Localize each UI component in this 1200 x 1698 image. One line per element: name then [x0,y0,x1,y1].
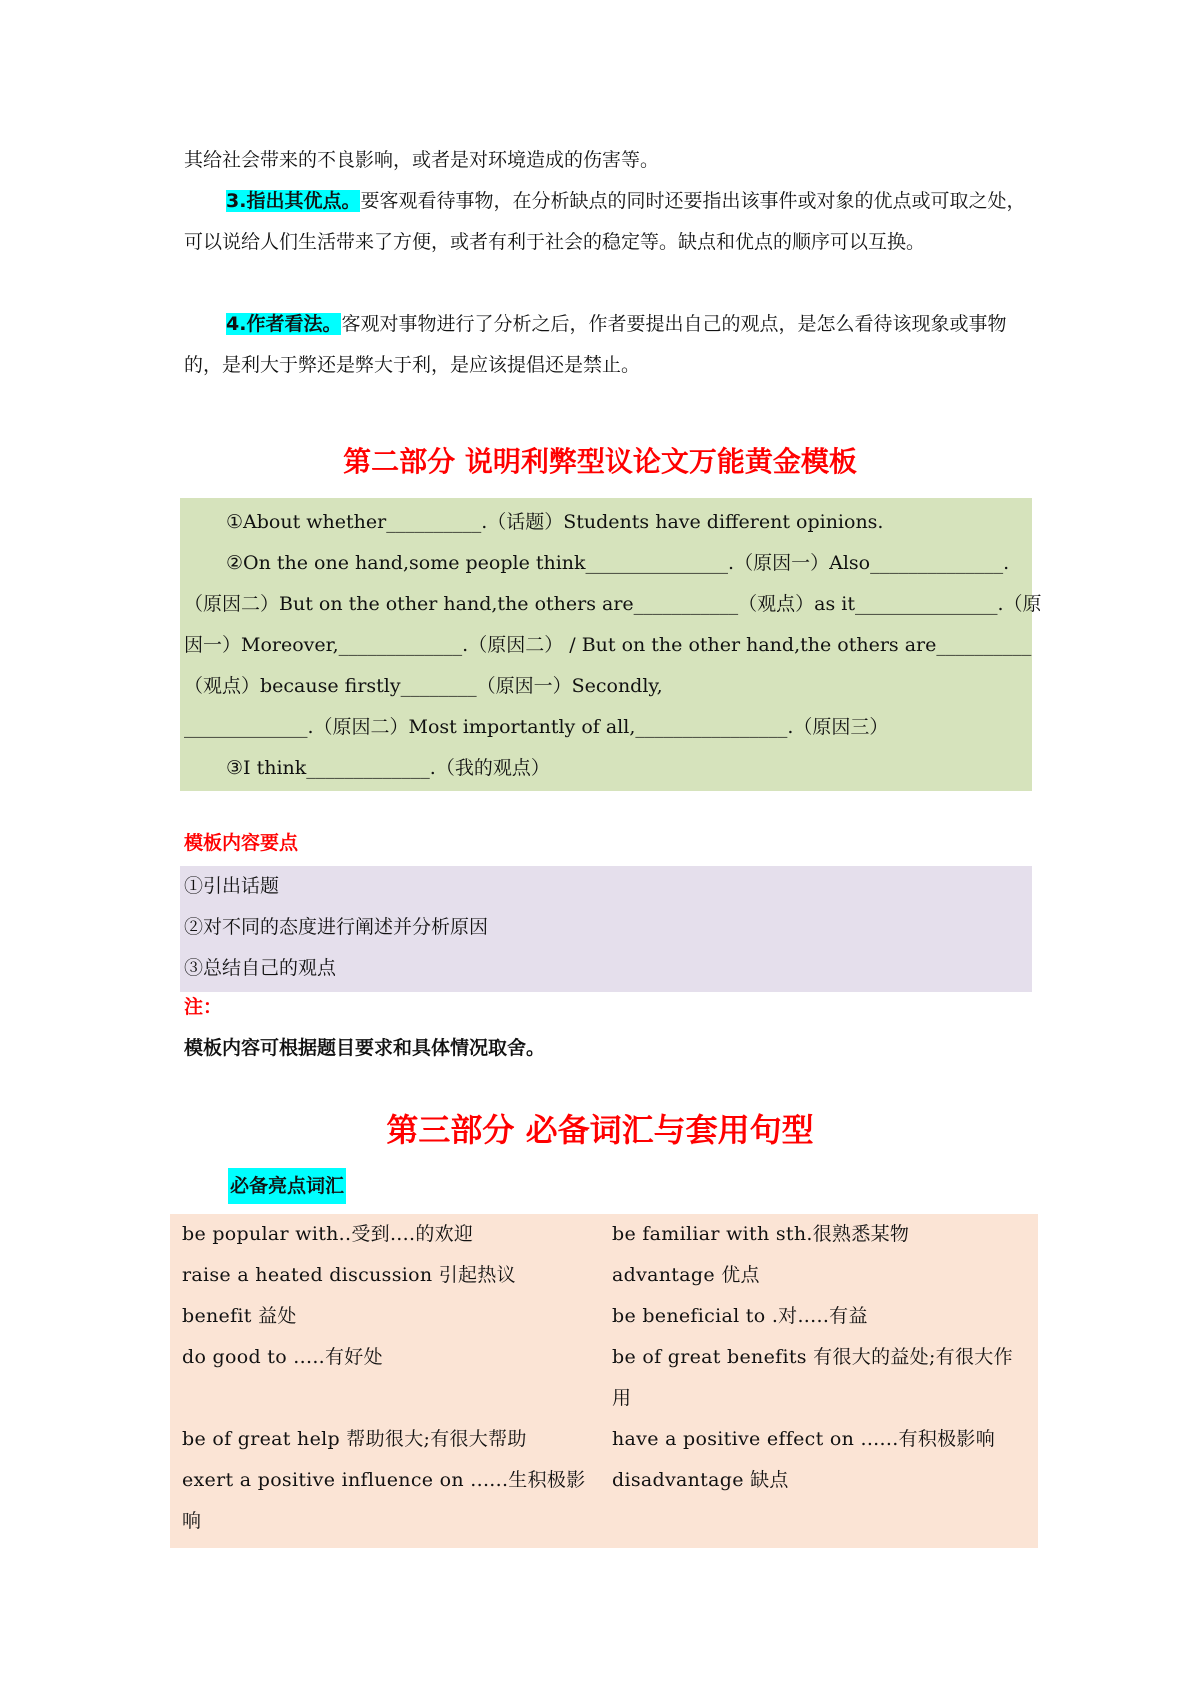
template-line: ①About whether__________.（话题）Students have different opinions. [226,511,884,533]
template-line: ②On the one hand,some people think_______________.（原因一）Also______________. [226,552,1010,574]
part-3-title: 第三部分 必备词汇与套用句型 [386,1111,814,1149]
key-point-item: ①引出话题 [184,875,280,897]
template-line: _____________.（原因二）Most importantly of all,________________.（原因三） [184,716,889,738]
vocab-item: advantage 优点 [612,1264,760,1286]
vocab-item: benefit 益处 [182,1305,297,1327]
point-4-heading: 4.作者看法。 [226,313,342,335]
vocab-item: raise a heated discussion 引起热议 [182,1264,516,1286]
vocab-table [170,1214,1038,1548]
vocab-item: exert a positive influence on ......生积极影响 [182,1469,586,1532]
point-3-heading: 3.指出其优点。 [226,190,361,212]
point-4-text: 客观对事物进行了分析之后，作者要提出自己的观点，是怎么看待该现象或事物的，是利大于弊还是弊大于利，是应该提倡还是禁止。 [184,313,1007,376]
vocab-item: be familiar with sth.很熟悉某物 [612,1223,910,1245]
vocab-item: be beneficial to .对.....有益 [612,1305,868,1327]
vocab-item: be of great benefits 有很大的益处;有很大作用 [612,1346,1013,1409]
vocab-item: be popular with..受到....的欢迎 [182,1223,474,1245]
part-2-title: 第二部分 说明利弊型议论文万能黄金模板 [343,445,857,478]
vocab-label: 必备亮点词汇 [228,1168,346,1204]
key-points-box [180,866,1032,992]
vocab-item: have a positive effect on ......有积极影响 [612,1428,996,1450]
key-point-item: ②对不同的态度进行阐述并分析原因 [184,916,489,938]
template-line: ③I think_____________.（我的观点） [226,757,550,779]
template-box [180,498,1042,791]
point-3-text: 要客观看待事物，在分析缺点的同时还要指出该事件或对象的优点或可取之处，可以说给人们生活带来了方便，或者有利于社会的稳定等。缺点和优点的顺序可以互换。 [184,190,1026,253]
template-line: （观点）because firstly________（原因一）Secondly, [184,675,663,697]
vocab-item: be of great help 帮助很大;有很大帮助 [182,1428,527,1450]
vocab-item: disadvantage 缺点 [612,1469,789,1491]
intro-line: 其给社会带来的不良影响，或者是对环境造成的伤害等。 [184,149,660,171]
note-label: 注： [184,996,223,1018]
template-line: 因一）Moreover,_____________.（原因二） / But on the other hand,the others are__________ [184,634,1032,656]
point-3-paragraph [184,181,1030,263]
note-text: 模板内容可根据题目要求和具体情况取舍。 [184,1037,546,1059]
point-4-paragraph [184,304,1030,386]
key-points-label: 模板内容要点 [184,832,299,854]
key-point-item: ③总结自己的观点 [184,957,337,979]
vocab-item: do good to .....有好处 [182,1346,383,1368]
template-line: （原因二）But on the other hand,the others are___________（观点）as it_______________.（原 [184,593,1042,615]
